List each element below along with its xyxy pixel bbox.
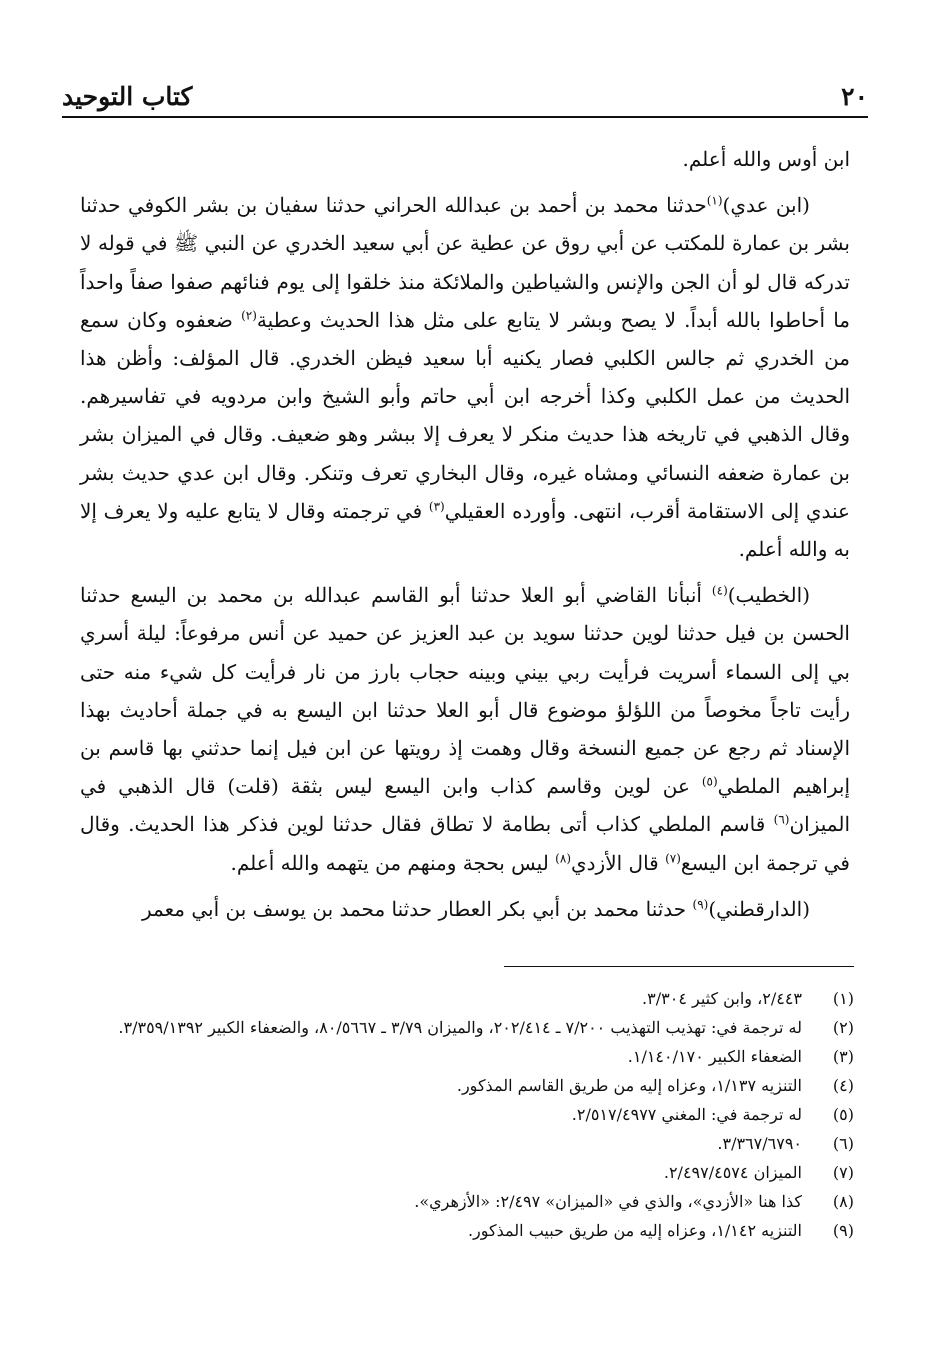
book-title: كتاب التوحيد: [62, 82, 193, 111]
page-number: ٢٠: [841, 82, 868, 111]
footnote-item: [84, 984, 854, 1013]
paragraph-3: [80, 576, 850, 882]
footnote-item: [84, 1129, 854, 1158]
footnote-number: (٣): [832, 1047, 854, 1066]
footnote-number: (٨): [832, 1192, 854, 1211]
footnote-ref-8[interactable]: (٨): [555, 851, 571, 865]
paragraph-text: قال الأزدي: [571, 850, 666, 875]
paragraph-2: [80, 186, 850, 568]
footnote-item: [84, 1158, 854, 1187]
footnote-text: ٢/٤٤٣، وابن كثير ٣/٣٠٤.: [642, 989, 802, 1008]
source-label: (ابن عدي): [722, 193, 810, 218]
footnote-item: [84, 1071, 854, 1100]
paragraph-text: أنبأنا القاضي أبو العلا حدثنا أبو القاسم عبدالله بن محمد بن اليسع حدثنا الحسن بن فيل حدثنا لوين حدثنا سويد بن عبد العزيز عن حميد عن أنس مرفوعاً: ليلة أسري بي إلى السماء أسريت فرأيت ربي بيني وبينه حجاب بارز من نار فرأيت كل شيء منه حتى رأيت تاجاً مخوصاً من اللؤلؤ موضوع قال أبو العلا حدثنا ابن اليسع به في جملة أحاديث بهذا الإسناد ثم رجع عن جميع النسخة وقال وهمت إذ رويتها عن ابن فيل إنما حدثني بها قاسم بن إبراهيم الملطي: [80, 583, 851, 799]
footnote-text: له ترجمة في: المغني ٢/٥١٧/٤٩٧٧.: [571, 1105, 802, 1124]
footnote-item: [84, 1100, 854, 1129]
footnote-item: [84, 1187, 854, 1216]
footnote-number: (٤): [832, 1076, 854, 1095]
source-label: (الدارقطني): [708, 896, 810, 921]
footnote-item: [84, 1013, 854, 1042]
footnotes: [84, 984, 854, 1245]
paragraph-4: [80, 890, 850, 928]
footnote-text: الضعفاء الكبير ١/١٤٠/١٧٠.: [627, 1047, 802, 1066]
footnote-ref-6[interactable]: (٦): [773, 812, 790, 827]
paragraph-text: عن لوين وقاسم كذاب وابن اليسع ليس بثقة (قلت) قال الذهبي في الميزان: [80, 774, 850, 837]
footnote-ref-3[interactable]: (٣): [428, 499, 445, 514]
paragraph-text: ليس بحجة ومنهم من يتهمه والله أعلم.: [230, 850, 556, 875]
footnote-number: (٩): [832, 1221, 854, 1240]
footnote-ref-4[interactable]: (٤): [711, 583, 728, 598]
running-header: [62, 82, 868, 118]
footnote-ref-5[interactable]: (٥): [701, 774, 718, 789]
main-text: [80, 140, 850, 936]
footnote-number: (٧): [832, 1163, 854, 1182]
footnote-text: كذا هنا «الأزدي»، والذي في «الميزان» ٢/٤٩٧: «الأزهري».: [414, 1192, 802, 1211]
paragraph-text: حدثنا محمد بن أبي بكر العطار حدثنا محمد بن يوسف بن أبي معمر: [142, 896, 693, 921]
paragraph-text: ابن أوس والله أعلم.: [682, 147, 850, 171]
footnote-number: (٥): [832, 1105, 854, 1124]
footnote-text: له ترجمة في: تهذيب التهذيب ٧/٢٠٠ ـ ٢٠٢/٤١٤، والميزان ٣/٧٩ ـ ٨٠/٥٦٦٧، والضعفاء الكبير ٣/٣٥٩/١٣٩٢.: [118, 1018, 802, 1037]
paragraph-text: قاسم الملطي كذاب أتى بطامة لا تطاق فقال حدثنا لوين فذكر هذا الحديث. وقال في ترجمة ابن اليسع: [80, 812, 850, 875]
paragraph-1: [80, 140, 850, 178]
footnote-text: ٣/٣٦٧/٦٧٩٠.: [717, 1134, 802, 1153]
footnote-ref-9[interactable]: (٩): [692, 897, 709, 912]
footnote-item: [84, 1042, 854, 1071]
footnote-text: الميزان ٢/٤٩٧/٤٥٧٤.: [663, 1163, 802, 1182]
footnote-text: التنزيه ١/١٣٧، وعزاه إليه من طريق القاسم المذكور.: [456, 1076, 802, 1095]
footnote-ref-7[interactable]: (٧): [665, 851, 681, 865]
footnote-number: (٢): [832, 1018, 854, 1037]
footnote-ref-2[interactable]: (٢): [241, 308, 257, 323]
footnote-number: (١): [832, 989, 854, 1008]
footnote-divider: [504, 966, 854, 967]
footnote-text: التنزيه ١/١٤٢، وعزاه إليه من طريق حبيب المذكور.: [467, 1221, 802, 1240]
source-label: (الخطيب): [727, 583, 810, 608]
paragraph-text: ضعفوه وكان سمع من الخدري ثم جالس الكلبي فصار يكنيه أبا سعيد فيظن الخدري. قال المؤلف: وأظن هذا الحديث من عمل الكلبي وكذا أخرجه ابن أبي حاتم وأبو الشيخ وابن مردويه في تفاسيرهم. وقال الذهبي في تاريخه هذا حديث منكر لا يعرف إلا ببشر وهو ضعيف. وقال في الميزان بشر بن عمارة ضعفه النسائي ومشاه غيره، وقال البخاري تعرف وتنكر. وقال ابن عدي حديث بشر عندي إلى الاستقامة أقرب، انتهى. وأورده العقيلي: [80, 307, 851, 523]
paragraph-text: في ترجمته وقال لا يتابع عليه ولا يعرف إلا به والله أعلم.: [80, 498, 850, 562]
footnote-number: (٦): [832, 1134, 854, 1153]
footnote-item: [84, 1216, 854, 1245]
paragraph-text: حدثنا محمد بن أحمد بن عبدالله الحراني حدثنا سفيان بن بشر الكوفي حدثنا بشر بن عمارة للمكتب عن أبي روق عن عطية عن أبي سعيد الخدري عن النبي ﷺ في قوله لا تدركه قال لو أن الجن والإنس والشياطين والملائكة منذ خلقوا إلى يوم فنائهم صفوا صفاً واحداً ما أحاطوا بالله أبداً. لا يصح وبشر لا يتابع على مثل هذا الحديث وعطية: [80, 193, 850, 332]
footnote-ref-1[interactable]: (١): [706, 193, 723, 208]
